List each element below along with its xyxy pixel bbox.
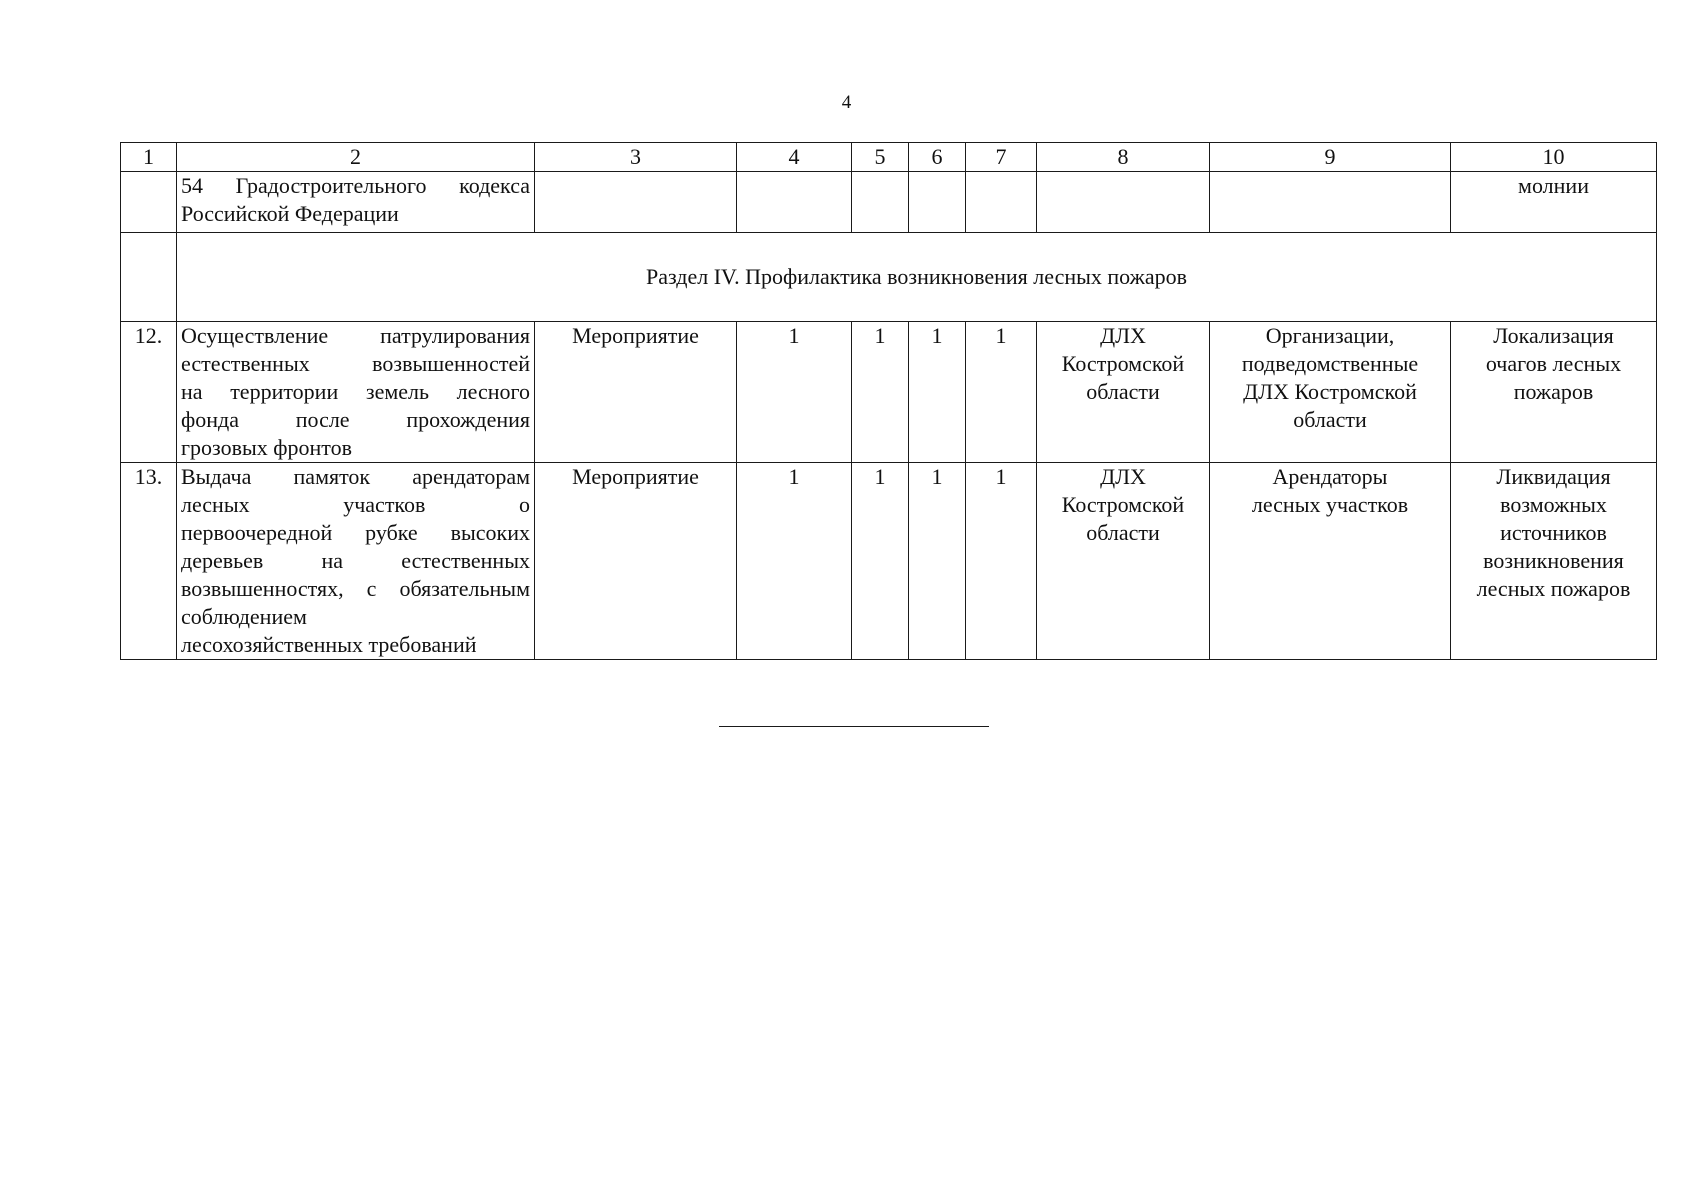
description-line: лесных участков о: [181, 492, 530, 517]
column-number: 10: [1451, 143, 1657, 172]
description-line: 54 Градостроительного кодекса: [181, 173, 530, 198]
executors-cell: [1210, 463, 1451, 660]
responsible-line: Костромской: [1061, 492, 1185, 517]
responsible-line: ДЛХ: [1100, 323, 1146, 348]
description-line: Осуществление патрулирования: [181, 323, 530, 348]
description-line: первоочередной рубке высоких: [181, 520, 530, 545]
result-line: очагов лесных: [1485, 351, 1622, 376]
table-row: [121, 463, 1657, 660]
value-cell: 1: [966, 322, 1037, 463]
description-line: возвышенностях, с обязательным: [181, 576, 530, 601]
result-cell: молнии: [1451, 172, 1657, 233]
section-row: [121, 233, 1657, 322]
continued-row: [121, 172, 1657, 233]
column-number: 7: [966, 143, 1037, 172]
executors-line: подведомственные: [1241, 351, 1419, 376]
responsible-line: области: [1086, 520, 1160, 545]
result-cell: [1451, 322, 1657, 463]
empty-cell: [1210, 172, 1451, 233]
value-cell: 1: [909, 322, 966, 463]
description-line: естественных возвышенностей: [181, 351, 530, 376]
description-line: грозовых фронтов: [181, 435, 352, 460]
result-line: возможных: [1500, 492, 1607, 517]
description-cell: [177, 322, 535, 463]
responsible-line: ДЛХ: [1100, 464, 1146, 489]
section-title: Раздел IV. Профилактика возникновения лесных пожаров: [177, 233, 1657, 322]
description-line: соблюдением: [181, 604, 307, 629]
description-line: фонда после прохождения: [181, 407, 530, 432]
column-number-row: [121, 143, 1657, 172]
row-number: 13.: [121, 463, 177, 660]
type-cell: Мероприятие: [535, 463, 737, 660]
executors-line: лесных участков: [1251, 492, 1409, 517]
description-line: Выдача памяток арендаторам: [181, 464, 530, 489]
value-cell: 1: [852, 463, 909, 660]
column-number: 6: [909, 143, 966, 172]
value-cell: 1: [852, 322, 909, 463]
empty-cell: [852, 172, 909, 233]
description-line: лесохозяйственных требований: [181, 632, 477, 657]
measures-table: [120, 142, 1657, 660]
executors-line: ДЛХ Костромской: [1243, 379, 1417, 404]
result-line: лесных пожаров: [1476, 576, 1631, 601]
column-number: 9: [1210, 143, 1451, 172]
description-cell: [177, 172, 535, 233]
page-number: 4: [841, 92, 852, 113]
empty-cell: [966, 172, 1037, 233]
value-cell: 1: [737, 322, 852, 463]
responsible-cell: [1037, 463, 1210, 660]
column-number: 2: [177, 143, 535, 172]
column-number: 3: [535, 143, 737, 172]
executors-line: Арендаторы: [1272, 464, 1388, 489]
column-number: 4: [737, 143, 852, 172]
type-cell: Мероприятие: [535, 322, 737, 463]
empty-cell: [535, 172, 737, 233]
result-line: Ликвидация: [1496, 464, 1611, 489]
responsible-line: области: [1086, 379, 1160, 404]
value-cell: 1: [966, 463, 1037, 660]
executors-line: области: [1293, 407, 1367, 432]
empty-cell: [909, 172, 966, 233]
description-line: Российской Федерации: [181, 201, 399, 226]
value-cell: 1: [737, 463, 852, 660]
responsible-cell: [1037, 322, 1210, 463]
executors-cell: [1210, 322, 1451, 463]
result-line: источников: [1500, 520, 1607, 545]
description-line: на территории земель лесного: [181, 379, 530, 404]
result-line: возникновения: [1483, 548, 1624, 573]
result-cell: [1451, 463, 1657, 660]
description-line: деревьев на естественных: [181, 548, 530, 573]
result-line: пожаров: [1513, 379, 1594, 404]
empty-cell: [737, 172, 852, 233]
value-cell: 1: [909, 463, 966, 660]
executors-line: Организации,: [1265, 323, 1395, 348]
row-number-cell: [121, 233, 177, 322]
row-number-cell: [121, 172, 177, 233]
result-line: Локализация: [1493, 323, 1614, 348]
column-number: 5: [852, 143, 909, 172]
table-row: [121, 322, 1657, 463]
description-cell: [177, 463, 535, 660]
responsible-line: Костромской: [1061, 351, 1185, 376]
row-number: 12.: [121, 322, 177, 463]
end-divider-line: [719, 726, 989, 727]
empty-cell: [1037, 172, 1210, 233]
column-number: 8: [1037, 143, 1210, 172]
column-number: 1: [121, 143, 177, 172]
